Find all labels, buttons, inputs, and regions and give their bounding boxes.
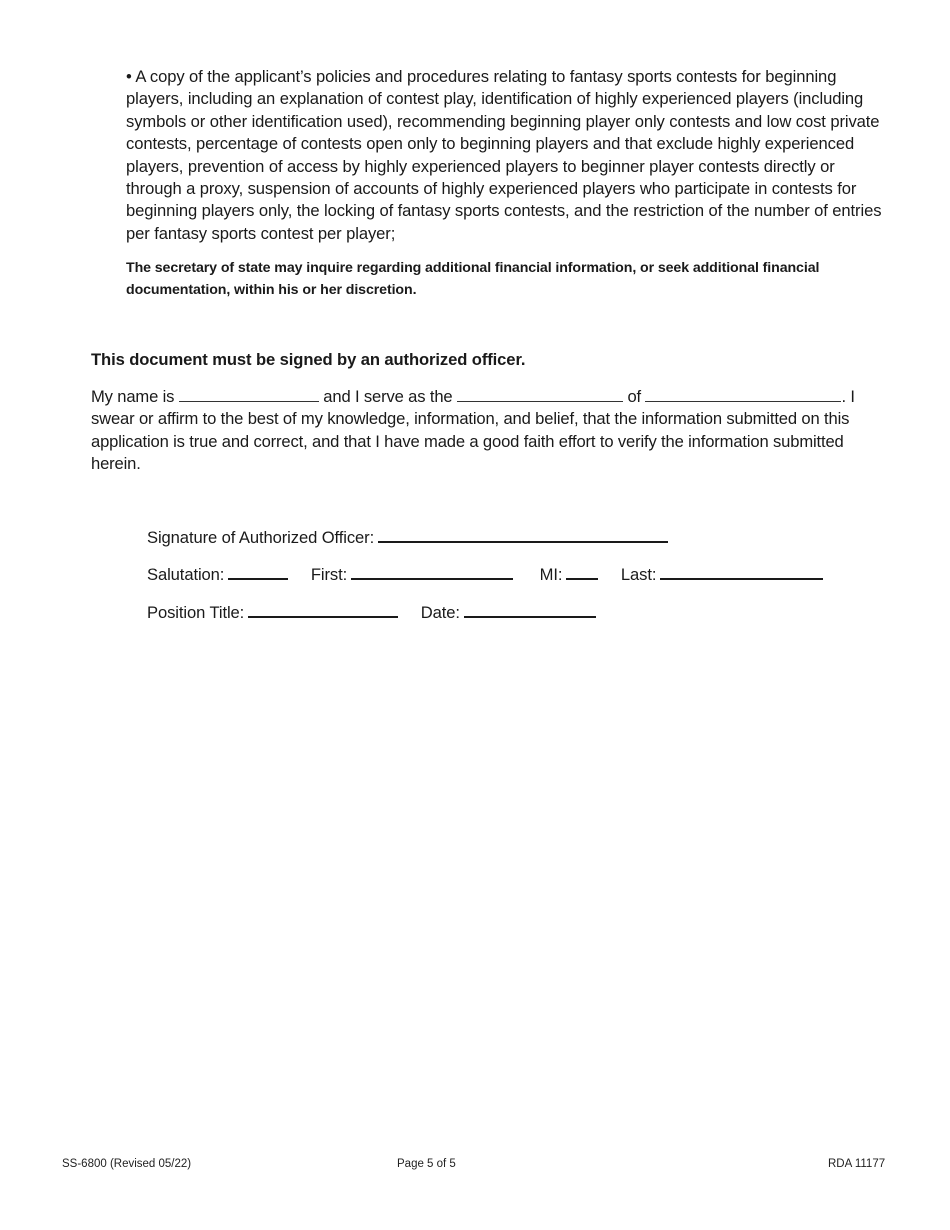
position-title-field [147,602,398,623]
first-name-field [311,564,513,585]
position-label: Position Title: [147,603,245,622]
signature-field [147,527,668,548]
footer-form-id: SS-6800 (Revised 05/22) [62,1158,192,1170]
organization-blank[interactable] [645,387,841,402]
middle-initial-line[interactable] [566,564,598,580]
position-title-line[interactable] [248,602,398,618]
date-label: Date: [420,603,460,622]
first-name-line[interactable] [351,564,513,580]
last-name-field [621,564,823,585]
swear-text: . I swear or affirm to the best of my knowledge, information, and belief, that the information submitted on this application is true and correct, and that I have made a good faith effort to verify the information submitted herein. [91,387,855,474]
secretary-inquiry-note: The secretary of state may inquire regarding additional financial information, or seek additional financial documentation, within his or her discretion. [126,260,820,298]
role-blank[interactable] [457,387,623,402]
salutation-label: Salutation: [147,565,225,584]
bullet-text: A copy of the applicant’s policies and procedures relating to fantasy sports contests for beginning players, including an explanation of contest play, identification of highly experienced players (including symbols or other identification used), recommending beginning player only contests and low cost private contests, percentage of contests open only to beginning players and that exclude highly experienced players, prevention of access by highly experienced players to beginner player contests directly or through a proxy, suspension of accounts of highly experienced players who participate in contests for beginning players only, the locking of fantasy sports contests, and the restriction of the number of entries per fantasy sports contest per player; [126,67,882,243]
date-line[interactable] [464,602,596,618]
name-row [147,564,823,585]
salutation-line[interactable] [228,564,288,580]
first-label: First: [310,565,348,584]
serve-as-text: and I serve as the [323,387,453,406]
signature-row [147,527,668,548]
date-field [421,602,596,623]
my-name-is-text: My name is [91,387,175,406]
attestation-paragraph [91,386,886,476]
mi-label: MI: [539,565,563,584]
footer-page-number: Page 5 of 5 [397,1158,456,1170]
last-label: Last: [620,565,657,584]
of-text: of [627,387,641,406]
salutation-field [147,564,288,585]
middle-initial-field [540,564,599,585]
signature-line[interactable] [378,527,668,543]
last-name-line[interactable] [660,564,823,580]
signature-section-heading: This document must be signed by an authorized officer. [91,350,526,369]
position-date-row [147,602,596,623]
footer-rda: RDA 11177 [828,1158,886,1170]
name-blank[interactable] [179,387,319,402]
signature-label: Signature of Authorized Officer: [147,528,375,547]
bullet-marker: • [126,67,132,86]
policies-bullet-paragraph [126,66,886,245]
